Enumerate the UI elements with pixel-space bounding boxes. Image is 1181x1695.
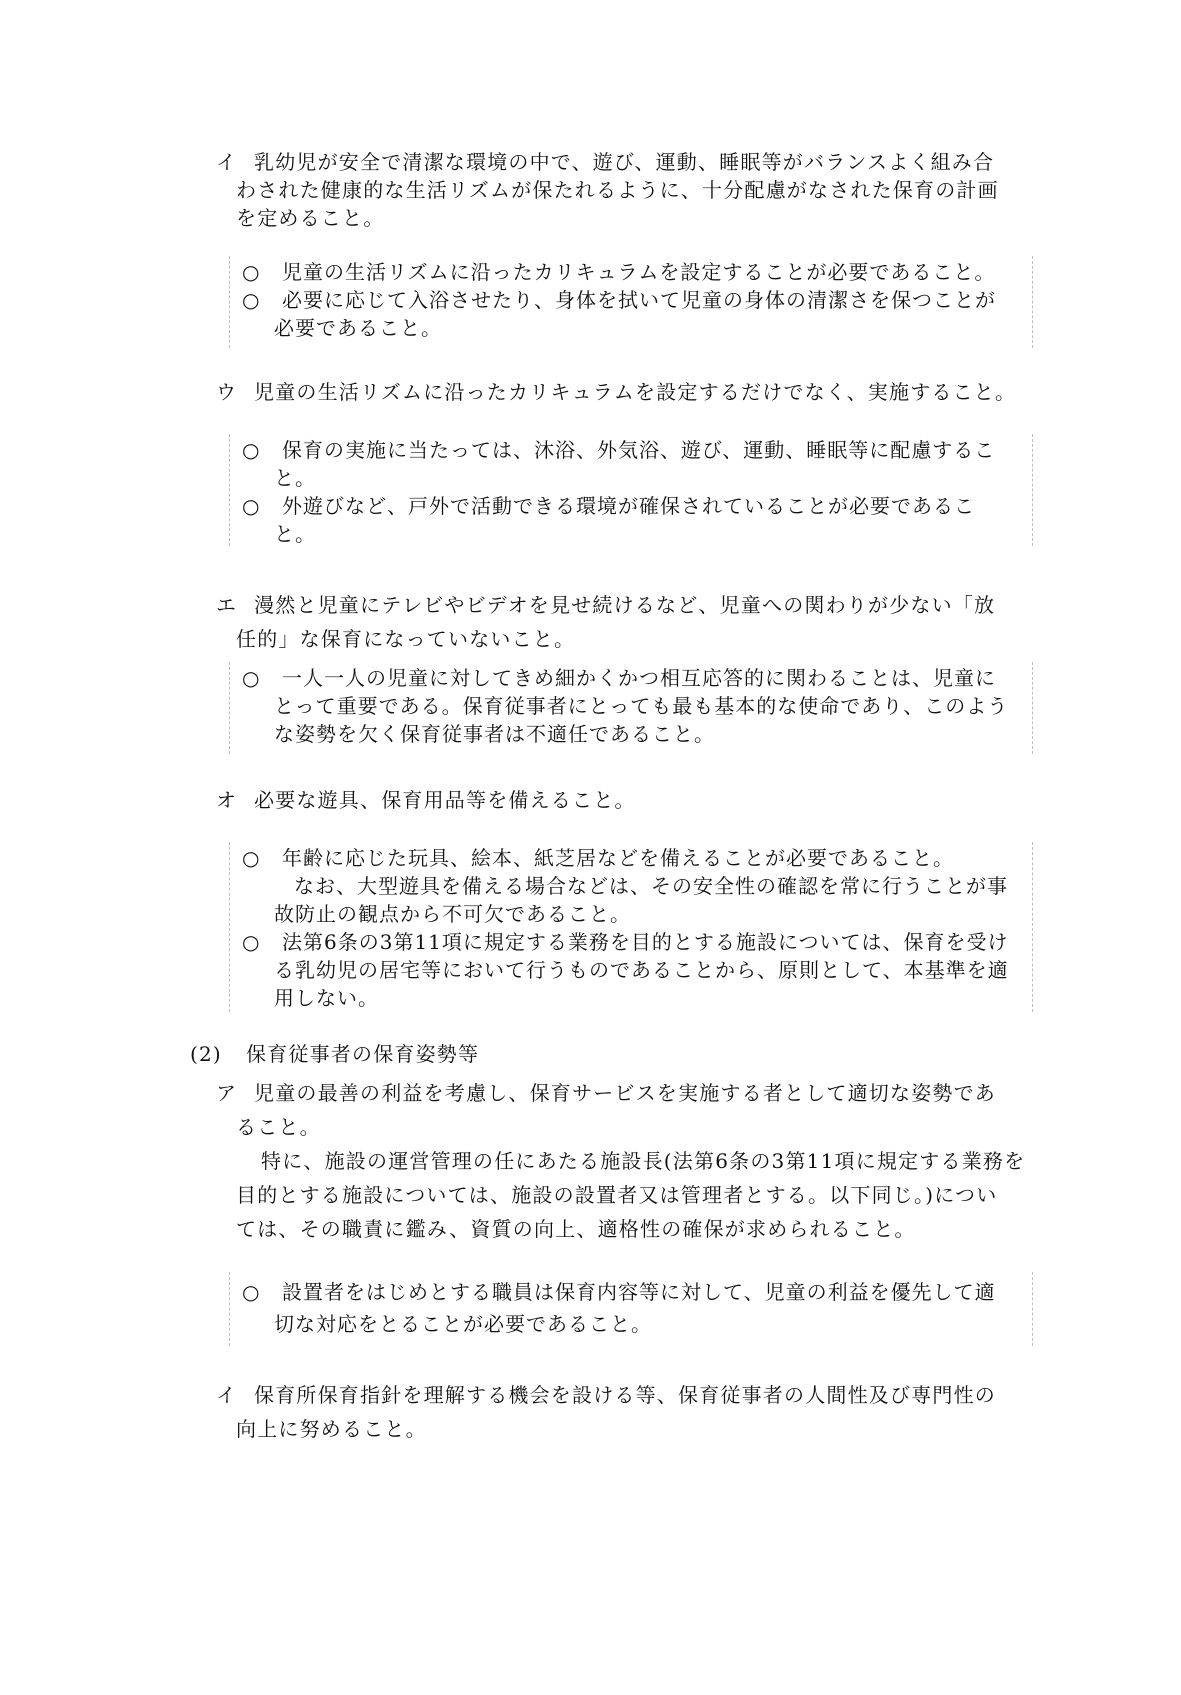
item-marker: ウ [216, 380, 238, 404]
item-marker: イ [216, 1383, 238, 1407]
item-text: を定めること。 [236, 206, 385, 230]
item-text: ること。 [236, 1115, 321, 1139]
item-text: わされた健康的な生活リズムが保たれるように、十分配慮がなされた保育の計画 [236, 178, 999, 202]
circle-bullet-icon: ○ [242, 438, 261, 462]
note-text: 設置者をはじめとする職員は保育内容等に対して、児童の利益を優先して適 [282, 1280, 996, 1304]
note-text: 児童の生活リズムに沿ったカリキュラムを設定することが必要であること。 [282, 260, 996, 284]
note-text: 保育の実施に当たっては、沐浴、外気浴、遊び、運動、睡眠等に配慮するこ [282, 438, 996, 462]
note-text: と。 [274, 522, 316, 546]
note-text: 年齢に応じた玩具、絵本、紙芝居などを備えることが必要であること。 [282, 846, 954, 870]
note-box-5 [229, 1272, 1033, 1346]
item-text: 保育所保育指針を理解する機会を設ける等、保育従事者の人間性及び専門性の [254, 1383, 996, 1407]
note-text: 故防止の観点から不可欠であること。 [274, 902, 631, 926]
circle-bullet-icon: ○ [242, 494, 261, 518]
item-text: ては、その職責に鑑み、資質の向上、適格性の確保が求められること。 [236, 1217, 916, 1241]
item-text: 任的」な保育になっていないこと。 [236, 627, 576, 651]
item-marker: オ [216, 788, 238, 812]
note-text: 一人一人の児童に対してきめ細かくかつ相互応答的に関わることは、児童に [282, 666, 996, 690]
item-i-training [216, 1378, 1032, 1446]
item-u-curriculum [216, 378, 1032, 406]
item-text: 向上に努めること。 [236, 1417, 427, 1441]
note-box-2 [229, 434, 1033, 546]
item-marker: イ [216, 150, 238, 174]
note-text: とって重要である。保育従事者にとっても最も基本的な使命であり、このよう [274, 694, 1009, 718]
item-o-equipment [216, 786, 1032, 814]
note-text: 用しない。 [274, 986, 379, 1010]
item-text: 乳幼児が安全で清潔な環境の中で、遊び、運動、睡眠等がバランスよく組み合 [254, 150, 995, 174]
note-text: 必要であること。 [274, 316, 442, 340]
section-title: 保育従事者の保育姿勢等 [246, 1042, 480, 1066]
circle-bullet-icon: ○ [242, 260, 261, 284]
item-text: 児童の最善の利益を考慮し、保育サービスを実施する者として適切な姿勢であ [254, 1081, 996, 1105]
circle-bullet-icon: ○ [242, 666, 261, 690]
item-e-laissez-faire [216, 588, 1032, 656]
note-box-3 [229, 662, 1033, 754]
note-text: 外遊びなど、戸外で活動できる環境が確保されていることが必要であるこ [282, 494, 975, 518]
circle-bullet-icon: ○ [242, 846, 261, 870]
item-text: 特に、施設の運営管理の任にあたる施設長(法第6条の3第11項に規定する業務を [261, 1149, 1026, 1173]
note-text: る乳幼児の居宅等において行うものであることから、原則として、本基準を適 [274, 958, 1009, 982]
item-text: 目的とする施設については、施設の設置者又は管理者とする。以下同じ。)につい [236, 1183, 998, 1207]
circle-bullet-icon: ○ [242, 288, 261, 312]
section-number: (2) [190, 1042, 222, 1066]
item-i-environment [216, 148, 1032, 232]
item-marker: ア [216, 1081, 238, 1105]
item-text: 必要な遊具、保育用品等を備えること。 [254, 788, 636, 812]
section-heading [190, 1040, 479, 1068]
note-box-1 [229, 256, 1033, 348]
note-text: と。 [274, 466, 316, 490]
note-box-4 [229, 842, 1033, 1012]
item-a-attitude [216, 1076, 1032, 1246]
item-marker: エ [216, 593, 238, 617]
note-text: 必要に応じて入浴させたり、身体を拭いて児童の身体の清潔さを保つことが [282, 288, 996, 312]
item-text: 漫然と児童にテレビやビデオを見せ続けるなど、児童への関わりが少ない「放 [254, 593, 996, 617]
note-text: なお、大型遊具を備える場合などは、その安全性の確認を常に行うことが事 [294, 874, 1008, 898]
item-text: 児童の生活リズムに沿ったカリキュラムを設定するだけでなく、実施すること。 [254, 380, 1017, 404]
note-text: な姿勢を欠く保育従事者は不適任であること。 [274, 722, 715, 746]
note-text: 切な対応をとることが必要であること。 [274, 1312, 652, 1336]
note-text: 法第6条の3第11項に規定する業務を目的とする施設については、保育を受け [282, 930, 1009, 954]
circle-bullet-icon: ○ [242, 1280, 261, 1304]
circle-bullet-icon: ○ [242, 930, 261, 954]
